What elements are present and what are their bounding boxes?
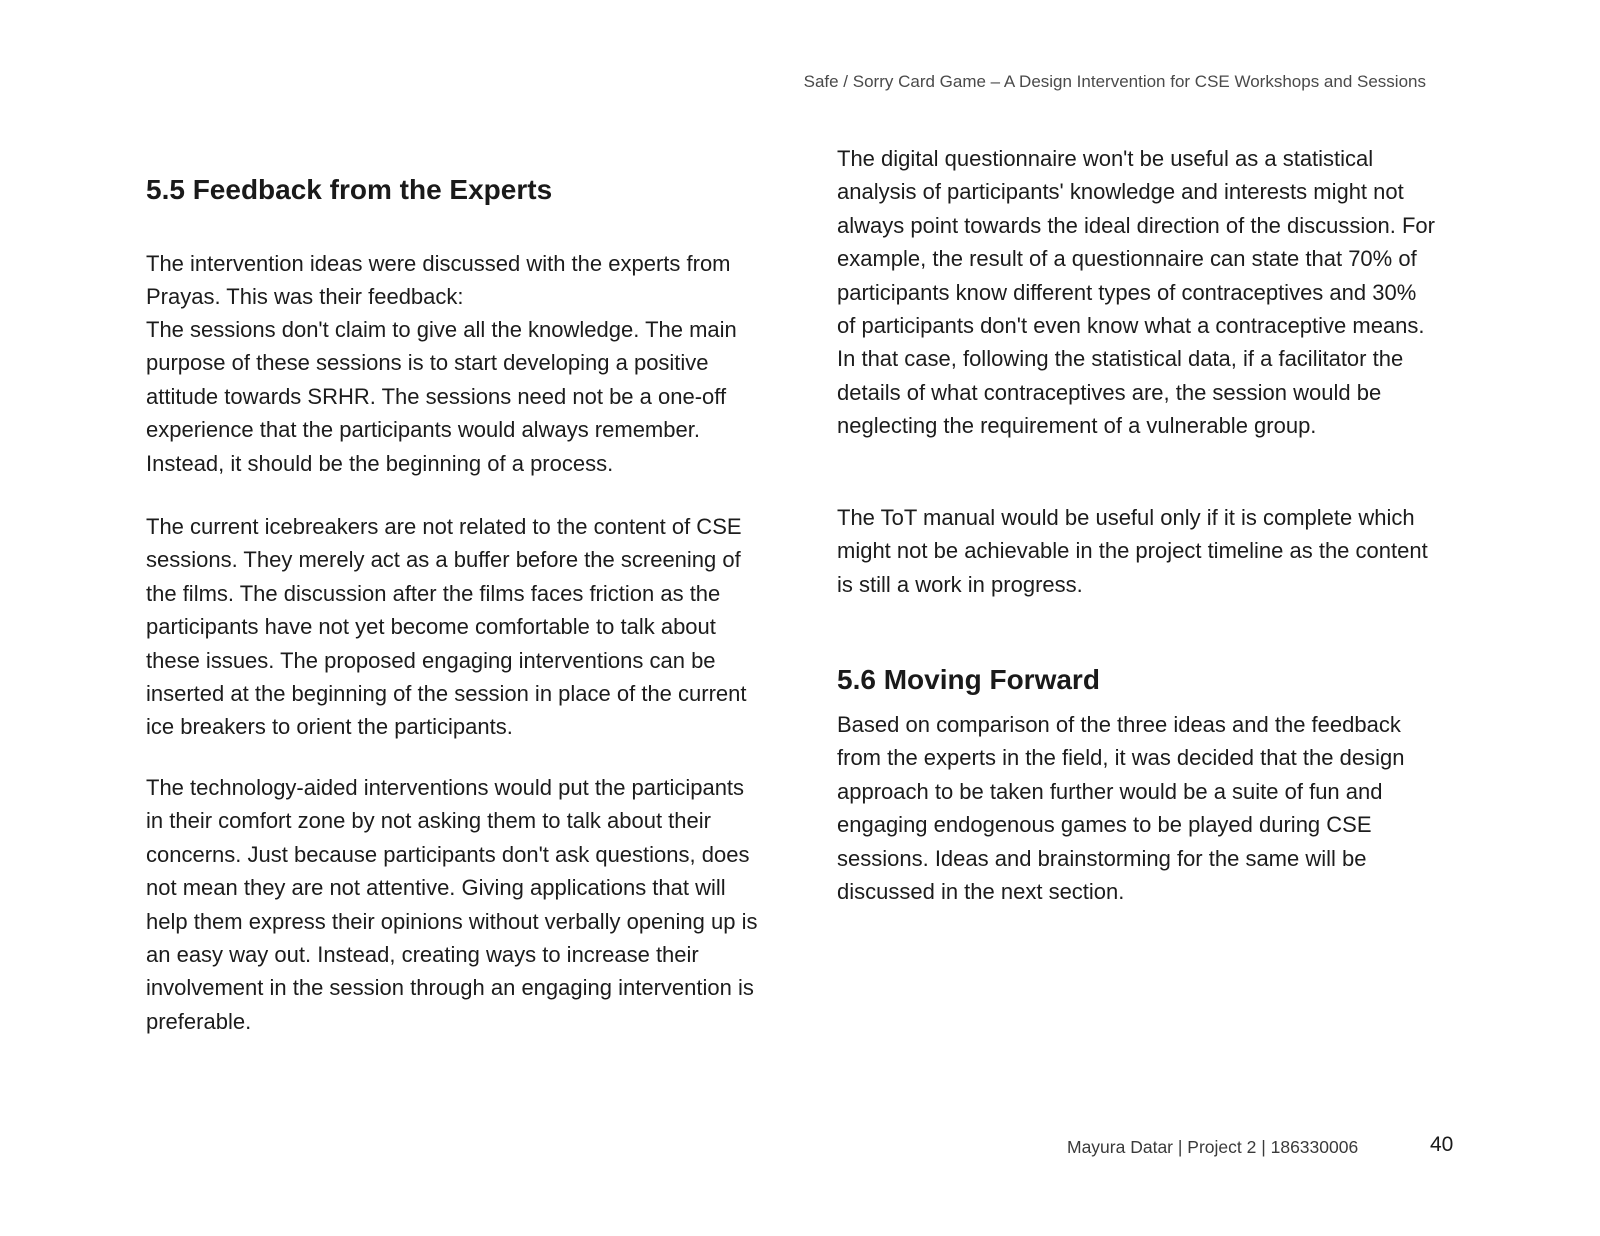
paragraph-sessions: The sessions don't claim to give all the knowledge. The main purpose of these sessions is to start developing a positive attitude towards SRHR. The sessions need not be a one-off experience that the participants would always remember. Instead, it should be the beginning of a process.	[146, 317, 737, 476]
paragraph-intro: The intervention ideas were discussed with the experts from Prayas. This was their feedback:	[146, 251, 731, 310]
running-header: Safe / Sorry Card Game – A Design Intervention for CSE Workshops and Sessions	[803, 72, 1426, 91]
paragraph-technology: The technology-aided interventions would put the participants in their comfort zone by not asking them to talk about their concerns. Just because participants don't ask questions, does not mean they are not attentive. Giving applications that will help them express their opinions without verbally opening up is an easy way out. Instead, creating ways to increase their involvement in the session through an engaging intervention is preferable.	[146, 775, 758, 1034]
paragraph-tot-manual: The ToT manual would be useful only if it is complete which might not be achievable in the project timeline as the content is still a work in progress.	[837, 505, 1428, 597]
page-number: 40	[1430, 1133, 1454, 1156]
section-heading-moving-forward: 5.6 Moving Forward	[837, 664, 1100, 695]
footer-credit: Mayura Datar | Project 2 | 186330006	[1067, 1137, 1359, 1157]
paragraph-icebreakers: The current icebreakers are not related to the content of CSE sessions. They merely act as a buffer before the screening of the films. The discussion after the films faces friction as the participants have not yet become comfortable to talk about these issues. The proposed engaging interventions can be inserted at the beginning of the session in place of the current ice breakers to orient the participants.	[146, 514, 747, 740]
section-heading-feedback: 5.5 Feedback from the Experts	[146, 174, 553, 205]
paragraph-moving-forward: Based on comparison of the three ideas and the feedback from the experts in the field, it was decided that the design approach to be taken further would be a suite of fun and engaging endogenous games to be played during CSE sessions. Ideas and brainstorming for the same will be discussed in the next section.	[837, 712, 1405, 905]
paragraph-questionnaire: The digital questionnaire won't be useful as a statistical analysis of participants' knowledge and interests might not always point towards the ideal direction of the discussion. For example, the result of a questionnaire can state that 70% of participants know different types of contraceptives and 30% of participants don't even know what a contraceptive means. In that case, following the statistical data, if a facilitator the details of what contraceptives are, the session would be neglecting the requirement of a vulnerable group.	[837, 146, 1435, 439]
